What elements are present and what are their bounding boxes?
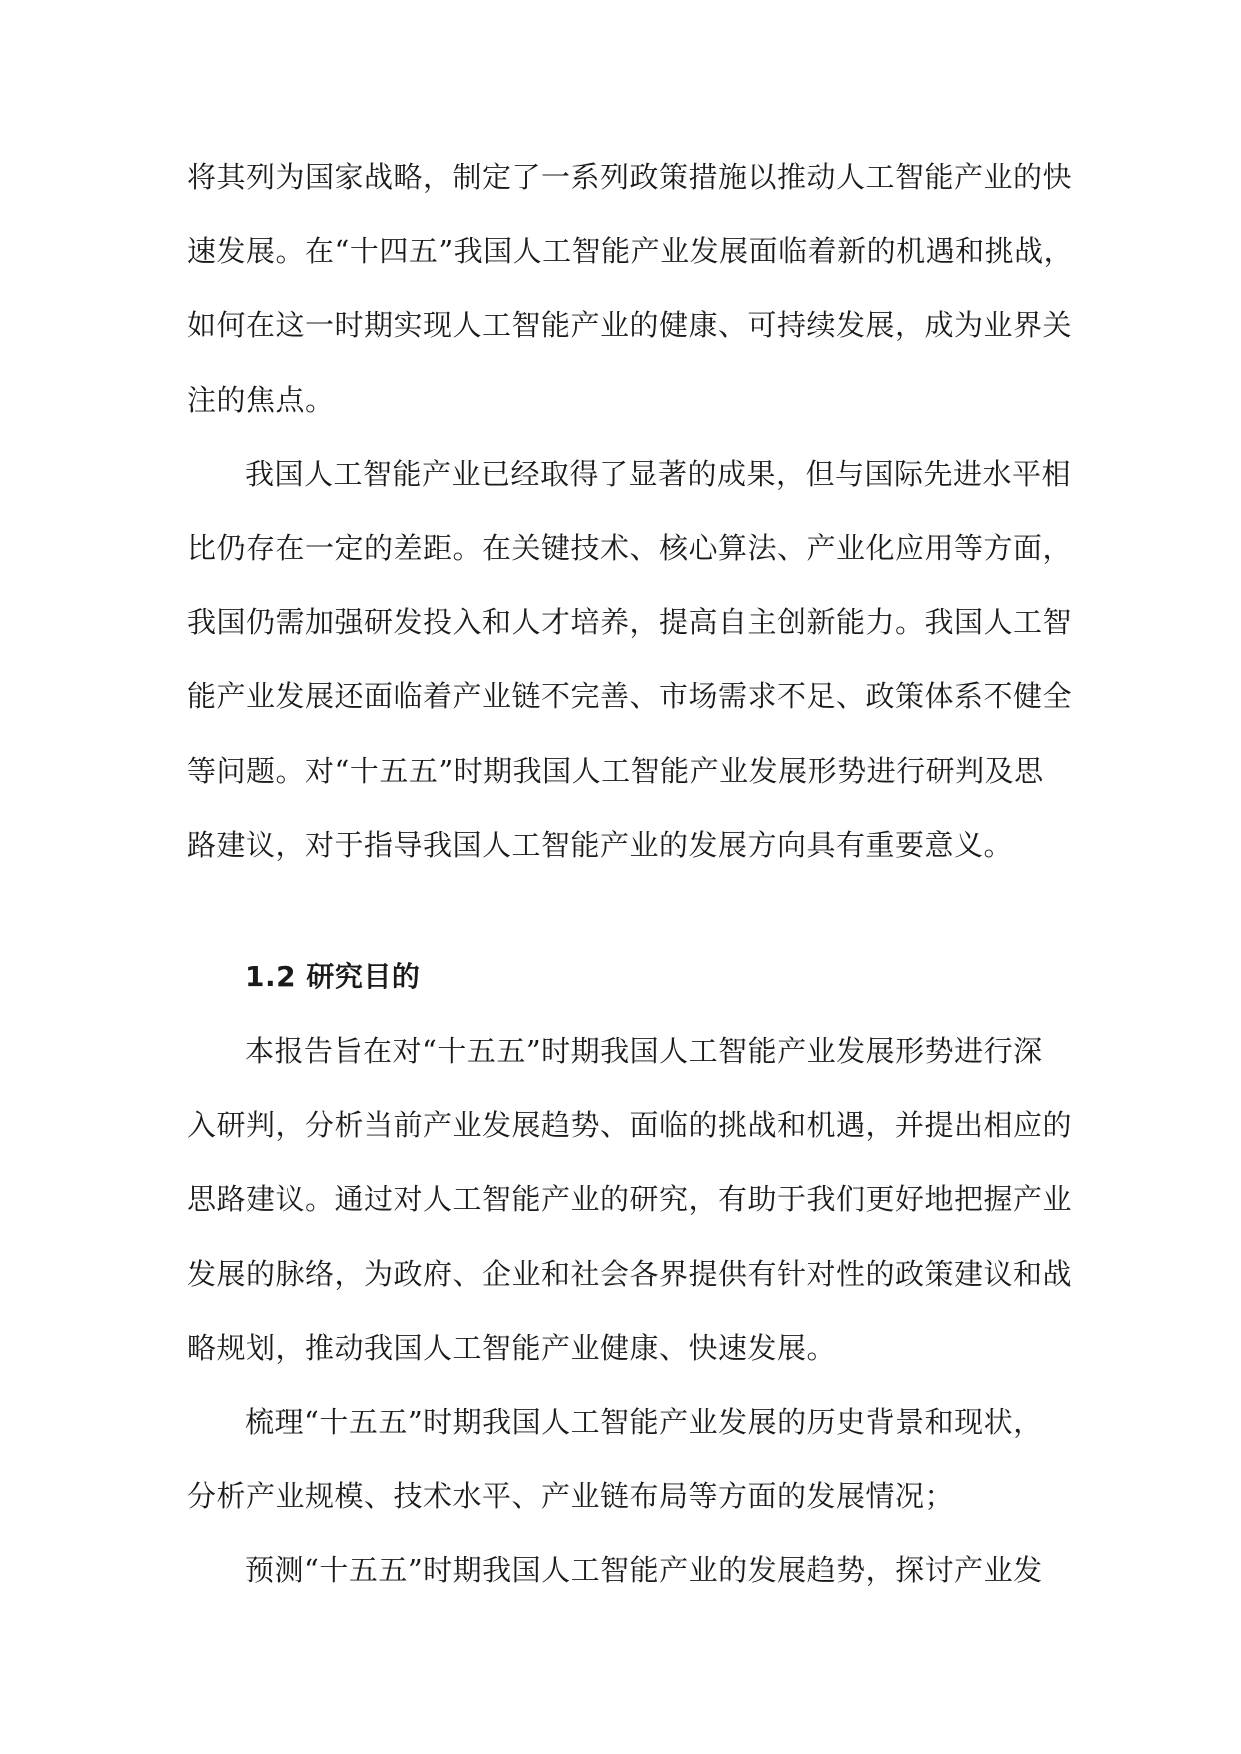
text-line: 路建议，对于指导我国人工智能产业的发展方向具有重要意义。 (187, 827, 1014, 862)
text-line: 入研判，分析当前产业发展趋势、面临的挑战和机遇，并提出相应的 (187, 1108, 1073, 1143)
text-line: 等问题。对“十五五”时期我国人工智能产业发展形势进行研判及思 (187, 753, 1044, 788)
text-line: 我国人工智能产业已经取得了显著的成果，但与国际先进水平相 (245, 456, 1072, 491)
text-line: 我国仍需加强研发投入和人才培养，提高自主创新能力。我国人工智 (187, 605, 1073, 640)
text-line: 能产业发展还面临着产业链不完善、市场需求不足、政策体系不健全 (187, 679, 1073, 714)
text-line: 速发展。在“十四五”我国人工智能产业发展面临着新的机遇和挑战， (187, 234, 1074, 269)
section-heading: 1.2 研究目的 (245, 959, 421, 993)
text-line: 思路建议。通过对人工智能产业的研究，有助于我们更好地把握产业 (187, 1182, 1073, 1217)
text-line: 略规划，推动我国人工智能产业健康、快速发展。 (187, 1330, 837, 1365)
text-line: 比仍存在一定的差距。在关键技术、核心算法、产业化应用等方面， (187, 530, 1073, 565)
text-line: 注的焦点。 (187, 382, 335, 417)
text-line: 预测“十五五”时期我国人工智能产业的发展趋势，探讨产业发 (245, 1553, 1043, 1588)
text-line: 将其列为国家战略，制定了一系列政策措施以推动人工智能产业的快 (187, 160, 1073, 194)
text-line: 分析产业规模、技术水平、产业链布局等方面的发展情况； (187, 1479, 955, 1514)
document-body (187, 140, 1074, 1608)
text-line: 如何在这一时期实现人工智能产业的健康、可持续发展，成为业界关 (187, 308, 1073, 343)
text-line: 梳理“十五五”时期我国人工智能产业发展的历史背景和现状， (245, 1405, 1043, 1439)
text-line: 发展的脉络，为政府、企业和社会各界提供有针对性的政策建议和战 (187, 1256, 1073, 1291)
text-line: 本报告旨在对“十五五”时期我国人工智能产业发展形势进行深 (245, 1034, 1043, 1069)
